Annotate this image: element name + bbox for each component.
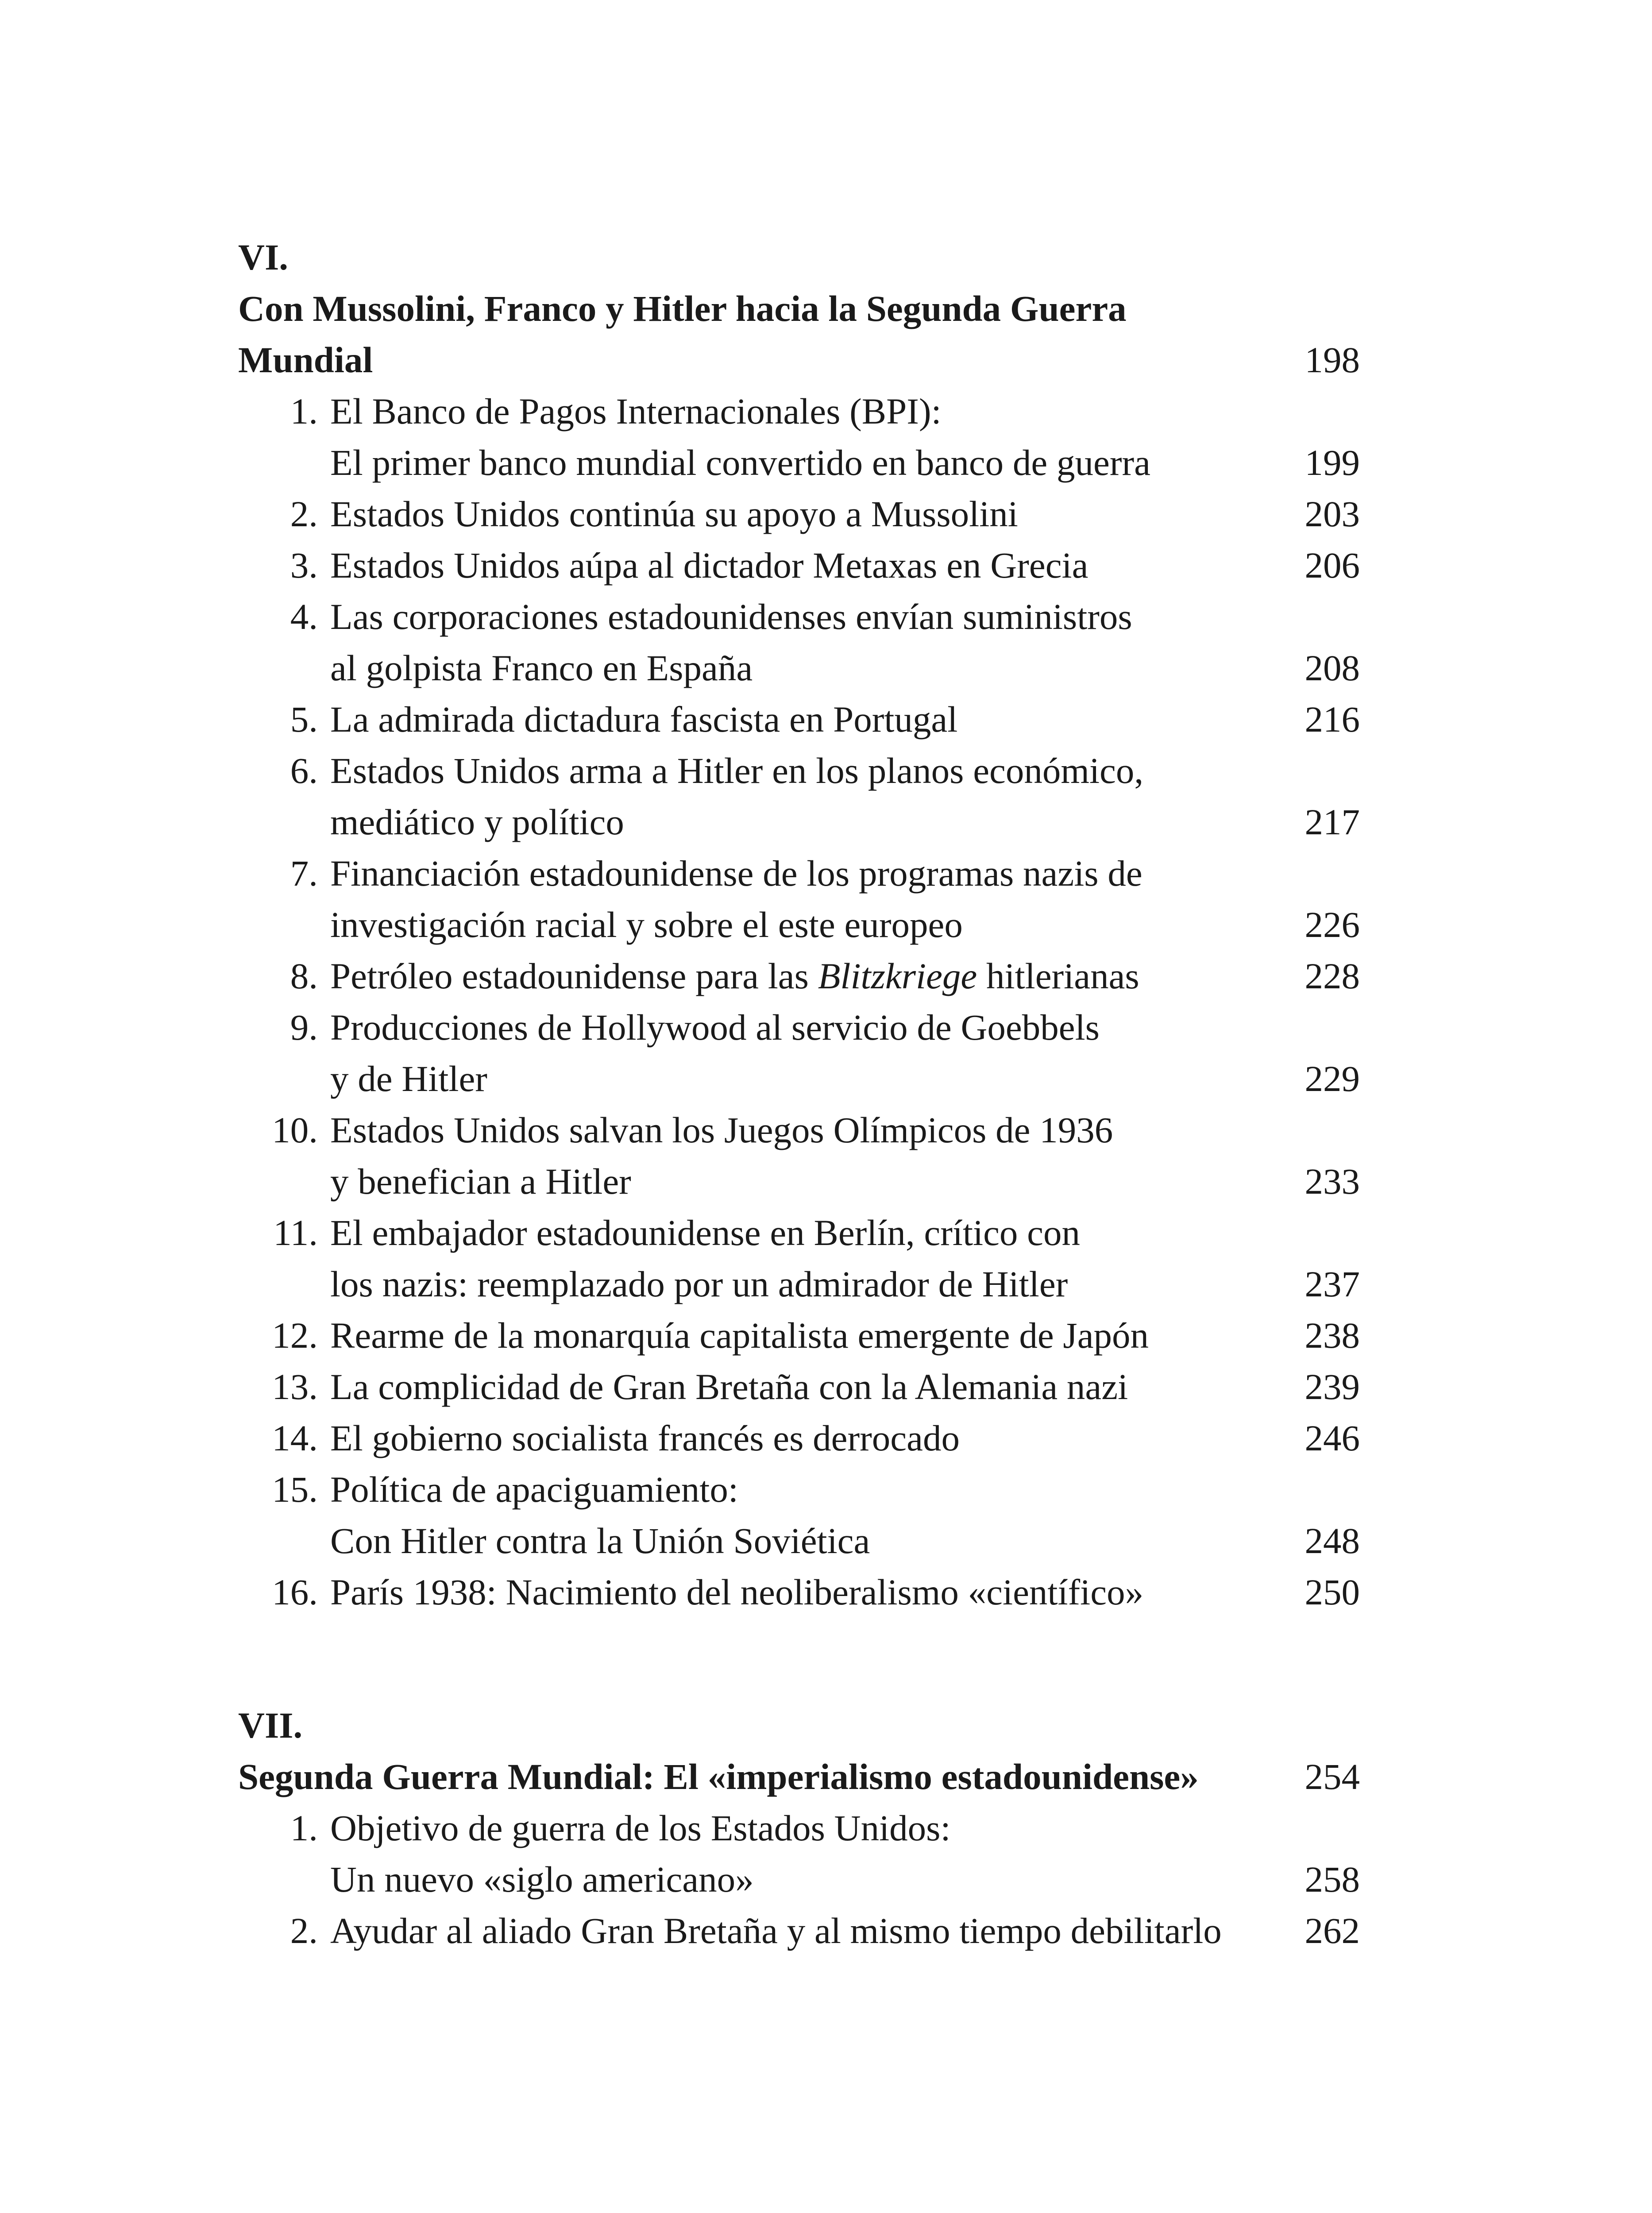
item-title [330, 958, 1139, 995]
item-number: 7. [290, 853, 318, 894]
item-title: Producciones de Hollywood al servicio de Goebbels [330, 1007, 1100, 1048]
item-title: Las corporaciones estadounidenses envían suministros [330, 596, 1132, 637]
item-title: los nazis: reemplazado por un admirador de Hitler [330, 1264, 1068, 1304]
item-title: Ayudar al aliado Gran Bretaña y al mismo tiempo debilitarlo [330, 1910, 1222, 1951]
section-title: Mundial [238, 339, 373, 380]
item-page-number: 248 [1305, 1520, 1360, 1561]
item-title: El Banco de Pagos Internacionales (BPI): [330, 391, 942, 432]
item-number: 11. [273, 1212, 318, 1253]
item-page-number: 208 [1305, 648, 1360, 688]
item-title: Objetivo de guerra de los Estados Unidos: [330, 1808, 951, 1848]
item-number: 5. [290, 699, 318, 740]
item-page-number: 233 [1305, 1161, 1360, 1202]
item-number: 4. [290, 596, 318, 637]
item-number: 3. [290, 545, 318, 586]
item-page-number: 217 [1305, 802, 1360, 842]
item-title: al golpista Franco en España [330, 648, 753, 688]
item-page-number: 258 [1305, 1859, 1360, 1900]
item-title: Estados Unidos aúpa al dictador Metaxas en Grecia [330, 545, 1088, 586]
item-number: 10. [272, 1110, 318, 1150]
item-title: y benefician a Hitler [330, 1161, 631, 1202]
item-title: investigación racial y sobre el este europeo [330, 904, 963, 945]
item-page-number: 237 [1305, 1264, 1360, 1304]
item-number: 1. [290, 391, 318, 432]
item-title-part: hitlerianas [977, 956, 1139, 996]
item-title: París 1938: Nacimiento del neoliberalismo «científico» [330, 1572, 1144, 1612]
item-number: 8. [290, 956, 318, 996]
item-page-number: 206 [1305, 545, 1360, 586]
item-page-number: 238 [1305, 1315, 1360, 1356]
item-title: Rearme de la monarquía capitalista emergente de Japón [330, 1315, 1149, 1356]
item-title-part: Petróleo estadounidense para las [330, 956, 818, 996]
section-title: Segunda Guerra Mundial: El «imperialismo estadounidense» [238, 1756, 1199, 1797]
item-number: 6. [290, 750, 318, 791]
section-page-number: 254 [1305, 1756, 1360, 1797]
section-page-number: 198 [1305, 339, 1360, 380]
item-title: El gobierno socialista francés es derrocado [330, 1418, 960, 1458]
item-title: Financiación estadounidense de los programas nazis de [330, 853, 1143, 894]
item-number: 2. [290, 493, 318, 534]
item-title-italic: Blitzkriege [818, 956, 977, 996]
item-title: Con Hitler contra la Unión Soviética [330, 1520, 870, 1561]
item-page-number: 262 [1305, 1910, 1360, 1951]
item-number: 16. [272, 1572, 318, 1612]
item-page-number: 203 [1305, 493, 1360, 534]
item-title: Estados Unidos salvan los Juegos Olímpicos de 1936 [330, 1110, 1113, 1150]
item-number: 9. [290, 1007, 318, 1048]
item-number: 13. [272, 1366, 318, 1407]
section-numeral: VI. [238, 237, 288, 278]
item-title: La complicidad de Gran Bretaña con la Alemania nazi [330, 1366, 1128, 1407]
item-page-number: 199 [1305, 442, 1360, 483]
item-page-number: 239 [1305, 1366, 1360, 1407]
item-title: Estados Unidos arma a Hitler en los planos económico, [330, 750, 1144, 791]
item-title: La admirada dictadura fascista en Portugal [330, 699, 958, 740]
item-title: El embajador estadounidense en Berlín, crítico con [330, 1212, 1081, 1253]
item-title: mediático y político [330, 802, 624, 842]
item-page-number: 229 [1305, 1058, 1360, 1099]
item-title: Un nuevo «siglo americano» [330, 1859, 754, 1900]
item-page-number: 226 [1305, 904, 1360, 945]
item-number: 12. [272, 1315, 318, 1356]
section-numeral: VII. [238, 1705, 303, 1746]
item-number: 1. [290, 1808, 318, 1848]
item-page-number: 250 [1305, 1572, 1360, 1612]
section-title: Con Mussolini, Franco y Hitler hacia la Segunda Guerra [238, 288, 1127, 329]
item-title: El primer banco mundial convertido en banco de guerra [330, 442, 1150, 483]
item-number: 2. [290, 1910, 318, 1951]
item-title: Política de apaciguamiento: [330, 1469, 738, 1510]
item-title: y de Hitler [330, 1058, 487, 1099]
item-page-number: 246 [1305, 1418, 1360, 1458]
item-number: 15. [272, 1469, 318, 1510]
item-page-number: 228 [1305, 956, 1360, 996]
item-title: Estados Unidos continúa su apoyo a Mussolini [330, 493, 1018, 534]
item-number: 14. [272, 1418, 318, 1458]
item-page-number: 216 [1305, 699, 1360, 740]
